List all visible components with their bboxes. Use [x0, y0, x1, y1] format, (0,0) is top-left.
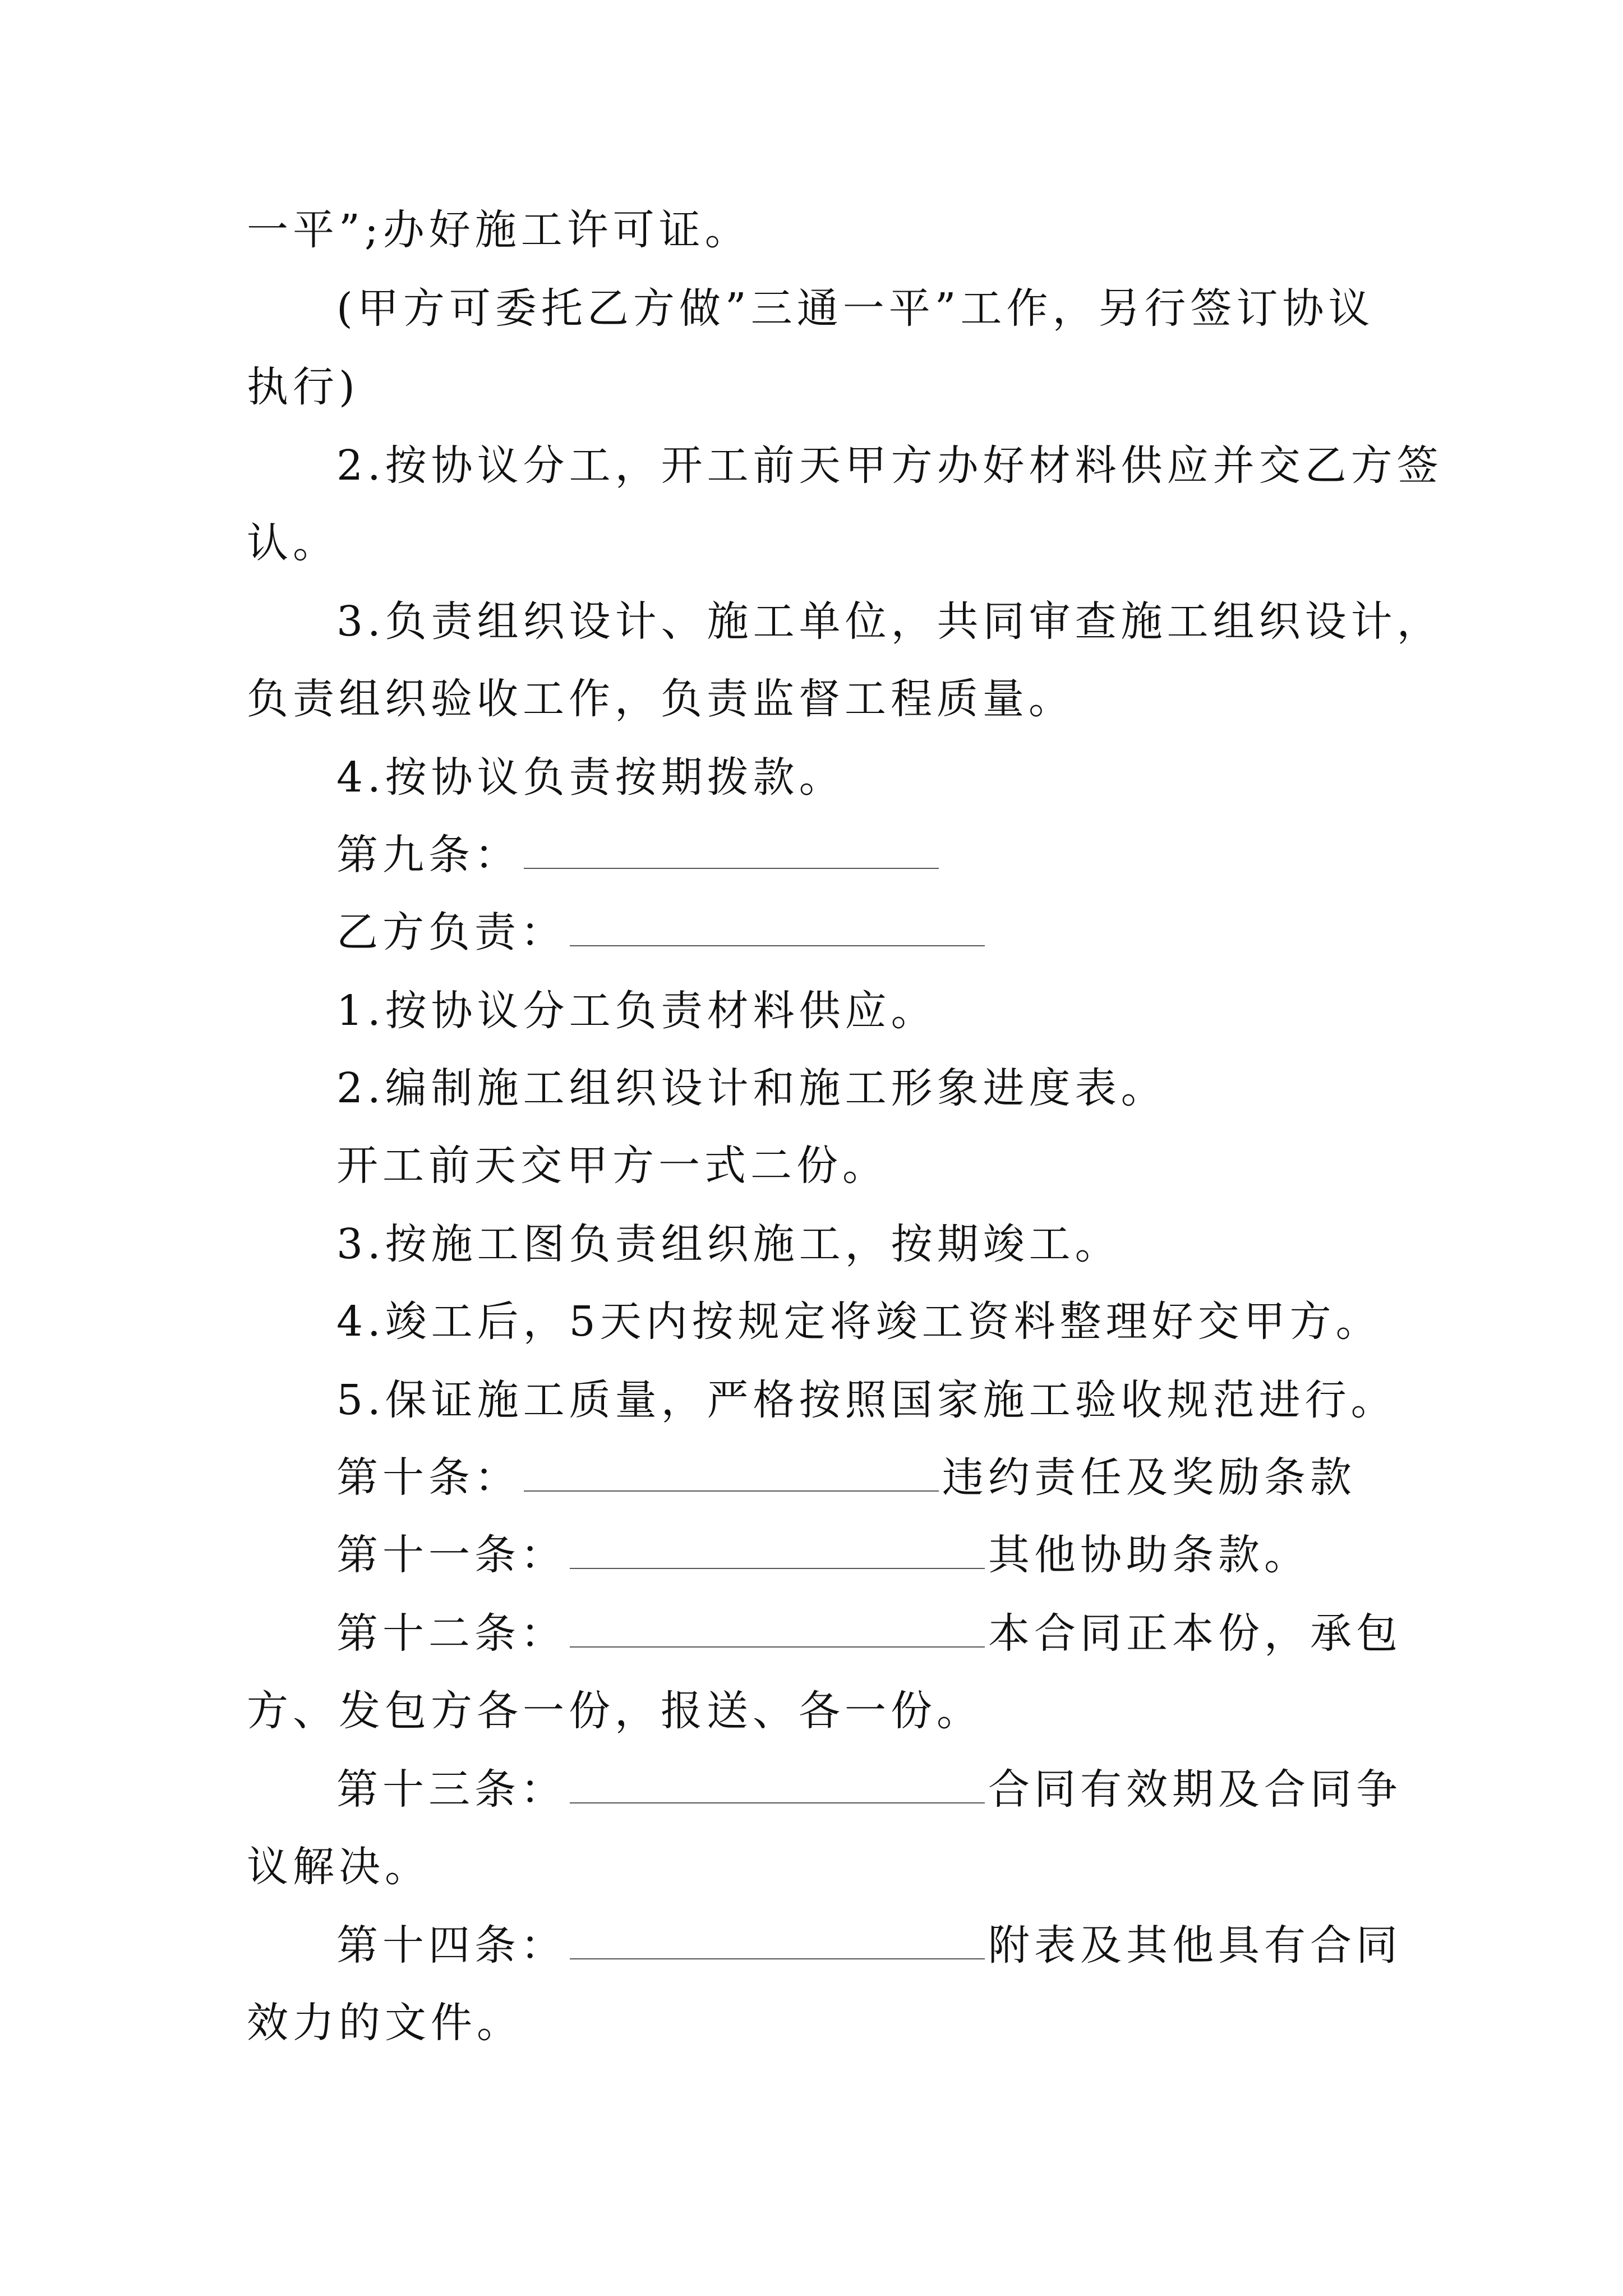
article-label: 第十四条：	[336, 1921, 566, 1970]
text-line	[336, 280, 1375, 337]
text-line	[336, 1216, 1121, 1272]
article-line	[336, 1761, 1402, 1818]
line-text: 1.按协议分工负责材料供应。	[336, 987, 937, 1035]
article-line	[336, 1605, 1402, 1662]
line-text: 负责组织验收工作，负责监督工程质量。	[247, 675, 1075, 723]
article-title: 其他协助条款。	[988, 1531, 1310, 1579]
line-text: 3.按施工图负责组织施工，按期竣工。	[336, 1220, 1121, 1268]
line-text: 开工前天交甲方一式二份。	[336, 1142, 888, 1190]
article-line	[336, 1527, 1310, 1583]
text-line	[247, 1839, 431, 1895]
text-line	[247, 1995, 523, 2051]
text-line	[247, 671, 1075, 727]
article-title: 附表及其他具有合同	[988, 1921, 1402, 1970]
fill-in-blank[interactable]	[570, 1613, 985, 1648]
text-line	[247, 359, 359, 415]
line-text: 执行)	[247, 363, 359, 411]
text-line	[336, 1138, 888, 1194]
text-line	[247, 515, 339, 571]
line-text: 议解决。	[247, 1843, 431, 1891]
line-text: 2.按协议分工，开工前天甲方办好材料供应并交乙方签	[336, 441, 1443, 490]
text-line	[247, 1683, 983, 1739]
article-label: 乙方负责：	[336, 908, 566, 956]
article-line	[336, 1917, 1402, 1973]
article-title: 违约责任及奖励条款	[942, 1453, 1356, 1502]
article-line	[336, 1450, 1356, 1506]
line-text: 方、发包方各一份，报送、各一份。	[247, 1687, 983, 1735]
article-label: 第十三条：	[336, 1765, 566, 1814]
text-line	[247, 202, 751, 258]
text-line	[336, 1060, 1167, 1116]
text-line	[336, 593, 1443, 650]
article-label: 第十二条：	[336, 1609, 566, 1658]
line-text: 认。	[247, 519, 339, 567]
fill-in-blank[interactable]	[570, 1925, 985, 1959]
text-line	[336, 1372, 1397, 1428]
article-title: 本合同正本份，承包	[988, 1609, 1402, 1658]
line-text: 3.负责组织设计、施工单位，共同审查施工组织设计，	[336, 597, 1443, 646]
text-line	[336, 749, 845, 806]
fill-in-blank[interactable]	[524, 834, 939, 869]
line-text: 5.保证施工质量，严格按照国家施工验收规范进行。	[336, 1376, 1397, 1424]
fill-in-blank[interactable]	[570, 1769, 985, 1803]
line-text: 4.按协议负责按期拨款。	[336, 753, 845, 802]
line-text: (甲方可委托乙方做”三通一平”工作，另行签订协议	[336, 284, 1375, 333]
article-label: 第九条：	[336, 831, 520, 879]
line-text: 一平”;办好施工许可证。	[247, 206, 751, 254]
article-line	[336, 904, 988, 960]
text-line	[336, 438, 1443, 494]
article-line	[336, 827, 942, 883]
fill-in-blank[interactable]	[570, 1534, 985, 1569]
fill-in-blank[interactable]	[524, 1457, 939, 1492]
line-text: 4.竣工后，5天内按规定将竣工资料整理好交甲方。	[336, 1297, 1382, 1346]
fill-in-blank[interactable]	[570, 912, 985, 946]
article-label: 第十一条：	[336, 1531, 566, 1579]
article-label: 第十条：	[336, 1453, 520, 1502]
text-line	[336, 983, 937, 1039]
text-line	[336, 1294, 1382, 1350]
line-text: 效力的文件。	[247, 1999, 523, 2047]
line-text: 2.编制施工组织设计和施工形象进度表。	[336, 1064, 1167, 1112]
article-title: 合同有效期及合同争	[988, 1765, 1402, 1814]
